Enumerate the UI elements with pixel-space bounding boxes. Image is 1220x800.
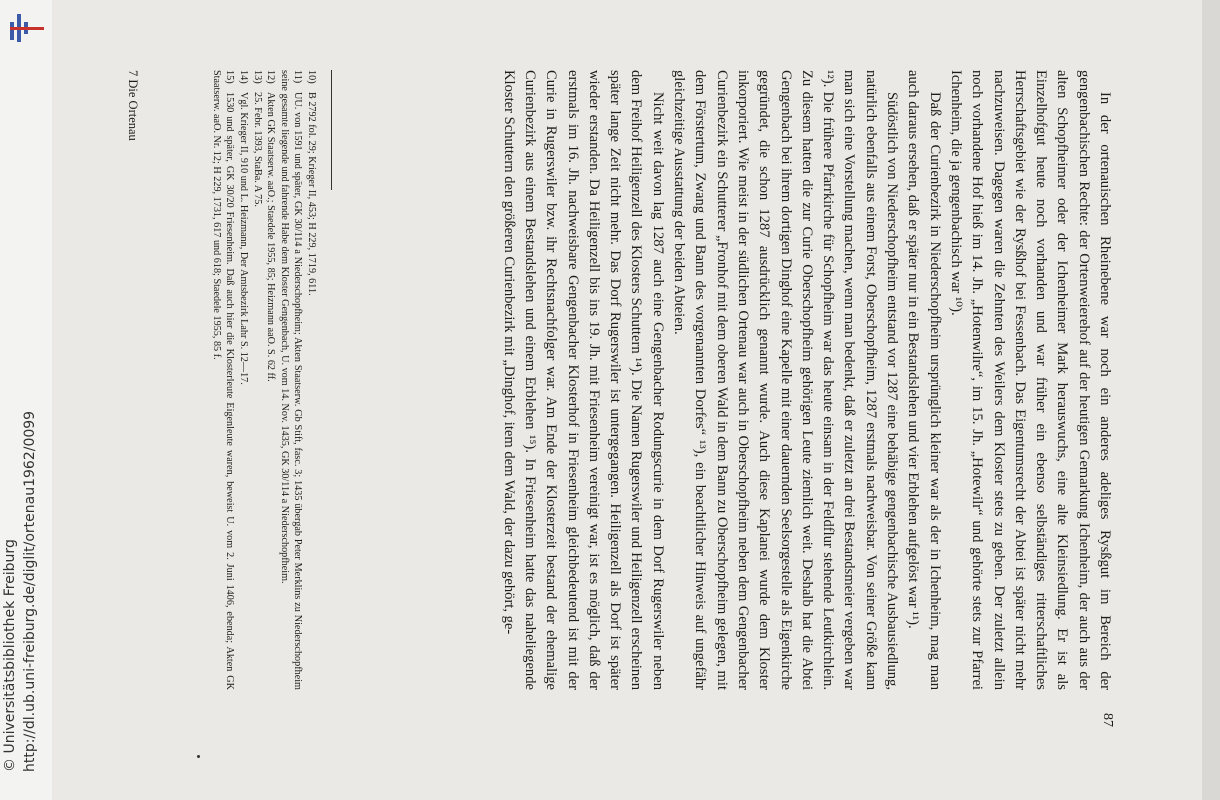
watermark-url[interactable]: http://dl.ub.uni-freiburg.de/diglit/ortenau1962/0099 <box>22 410 38 772</box>
footnote-text: 25. Febr. 1393, StaBa. A 75. <box>251 92 263 207</box>
book-page <box>65 20 1125 780</box>
footnote-number: 15) <box>224 70 236 84</box>
footnote-number: 14) <box>238 70 250 84</box>
footnote-text: UU. von 1591 und später, GK 30/114 a Niederschopfheim; Akten Staatserw. Gb Stift, fasc. 3; 1435 übergab Peter Merklins zu Niederschopfheim seine gesamte liegende und fahrende Habe dem Kloster Gengenbach, U. vom 14. Nov. 1435, GK 30/114 a Niederschopfheim. <box>278 70 304 690</box>
footnotes <box>209 70 318 690</box>
body-text <box>497 70 1115 690</box>
watermark-copyright: © Universitätsbibliothek Freiburg <box>2 539 18 772</box>
footnote-rule <box>331 70 332 190</box>
footnote <box>250 70 264 690</box>
footnote-number: 11) <box>292 70 304 84</box>
paragraph: Daß der Curienbezirk in Niederschopfheim ursprünglich kleiner war als der in Ichenheim, mag man auch daraus ersehen, daß er später nur in ein Bestandslehen und vier Erblehen aufgelöst war ¹¹). <box>905 70 943 690</box>
page-number: 87 <box>1100 713 1115 727</box>
paragraph: Nicht weit davon lag 1287 auch eine Gengenbacher Rodungscurie in dem Dorf Rugerswiler neben dem Freihof Heiligenzell des Klosters Schuttern ¹⁴). Die Namen Rugerswiler und Heiligenzell erscheinen später lange Zeit nicht mehr. Das Dorf Rugerswiler ist untergegangen. Heiligenzell als Dorf ist später wieder erstanden. Da Heiligenzell bis ins 19. Jh. mit Friesenheim vereinigt war, ist es möglich, daß der erstmals im 16. Jh. nachweisbare Gengenbacher Klosterhof in Friesenheim gleichbedeutend ist mit der Curie in Rugerswiler bzw. ihr Rechtsnachfolger war. Am Ende der Klosterzeit bestand der ehemalige Curienbezirk aus einem Bestandslehen und einem Erblehen ¹⁵). In Friesenheim hatte das naheliegende Kloster Schuttern den größeren Curienbezirk mit „Dinghof, item dem Wald, der dazu gehört, ge- <box>500 70 666 690</box>
footnote-text: Akten GK Staatserw. aaO.; Staedele 1955, 85; Heizmann aaO. S. 62 ff. <box>265 92 277 382</box>
footnote-number: 10) <box>306 70 317 84</box>
print-speck <box>197 755 200 758</box>
footnote <box>236 70 250 690</box>
footnote-text: 1530 und später, GK 30/20 Friesenheim. Daß auch hier die Klosterleute Eigenleute waren, beweist U. vom 2. Juni 1406, ebenda; Akten GK Staatserw. aaO. Nr. 12; H 229, 1731, 617 und 618; Staedele 1955, 85 f. <box>210 70 236 690</box>
footnote-number: 12) <box>265 70 277 84</box>
footnote-text: B 2792 fol. 29; Krieger II, 453; H 229, 1719, 611. <box>306 92 317 296</box>
paragraph: In der ortenauischen Rheinebene war noch ein anderes adeliges Rysßgut im Bereich der gengenbachischen Rechte: der Ortenweierehof auf der heutigen Gemarkung Ichenheim, der auch aus der alten Schopfheimer oder der Ichenheimer Mark herauswuchs, eine alte Kleinsiedlung. Er ist als Einzelhofgut heute noch vorhanden und war früher ein ebenso selbständiges ritterschaftliches Herrschaftsgebiet wie der Rysßhof bei Fessenbach. Das Eigentumsrecht der Abtei ist später nicht mehr nachzuweisen. Dagegen waren die Zehnten des Weilers dem Kloster stets zu geben. Der zuletzt allein noch vorhandene Hof hieß im 14. Jh. „Hotenwilre“, im 15. Jh. „Hotewilr“ und gehörte stets zur Pfarrei Ichenheim, die ja gengenbachisch war ¹⁰). <box>947 70 1113 690</box>
footnote <box>304 70 318 690</box>
footnote <box>277 70 304 690</box>
paragraph: Südöstlich von Niederschopfheim entstand vor 1287 eine behäbige gengenbachische Ausbausiedlung, natürlich ebenfalls aus einem Forst, Oberschopfheim, 1287 erstmals nachweisbar. Von seiner Größe kann man sich eine Vorstellung machen, wenn man bedenkt, daß er zuletzt an drei Bestandsmeier vergeben war ¹²). Die frühere Pfarrkirche für Schopfheim war das heute einsam in der Feldflur stehende Leutkirchlein. Zu diesem hatten die zur Curie Oberschopfheim gehörigen Leute ziemlich weit. Deshalb hat die Abtei Gengenbach bei ihrem dortigen Dinghof eine Kapelle mit einer dauernden Seelsorgestelle als Eigenkirche gegründet, die schon 1287 ausdrücklich genannt wurde. Auch diese Kaplanei wurde dem Kloster inkorporiert. Wie meist in der südlichen Ortenau war auch in Oberschopfheim neben dem Gengenbacher Curienbezirk ein Schutterer „Fronhof mit dem oberen Wald in dem Bann zu Oberschopfheim gelegen, mit dem Förstertum, Zwang und Bann des vorgenannten Dorfes“ ¹³), ein beachtlicher Hinweis auf ungefähr gleichzeitige Ausstattung der beiden Abteien. <box>671 70 901 690</box>
footnote <box>209 70 236 690</box>
scan-margin-right <box>1202 0 1220 800</box>
footnote-number: 13) <box>251 70 263 84</box>
running-footer: 7 Die Ortenau <box>126 70 140 141</box>
footnote <box>264 70 278 690</box>
footnote-text: Vgl. Krieger II, 910 und L. Heizmann, Der Amtsbezirk Lahr S. 12—17. <box>238 92 250 385</box>
digitization-watermark <box>0 0 60 800</box>
